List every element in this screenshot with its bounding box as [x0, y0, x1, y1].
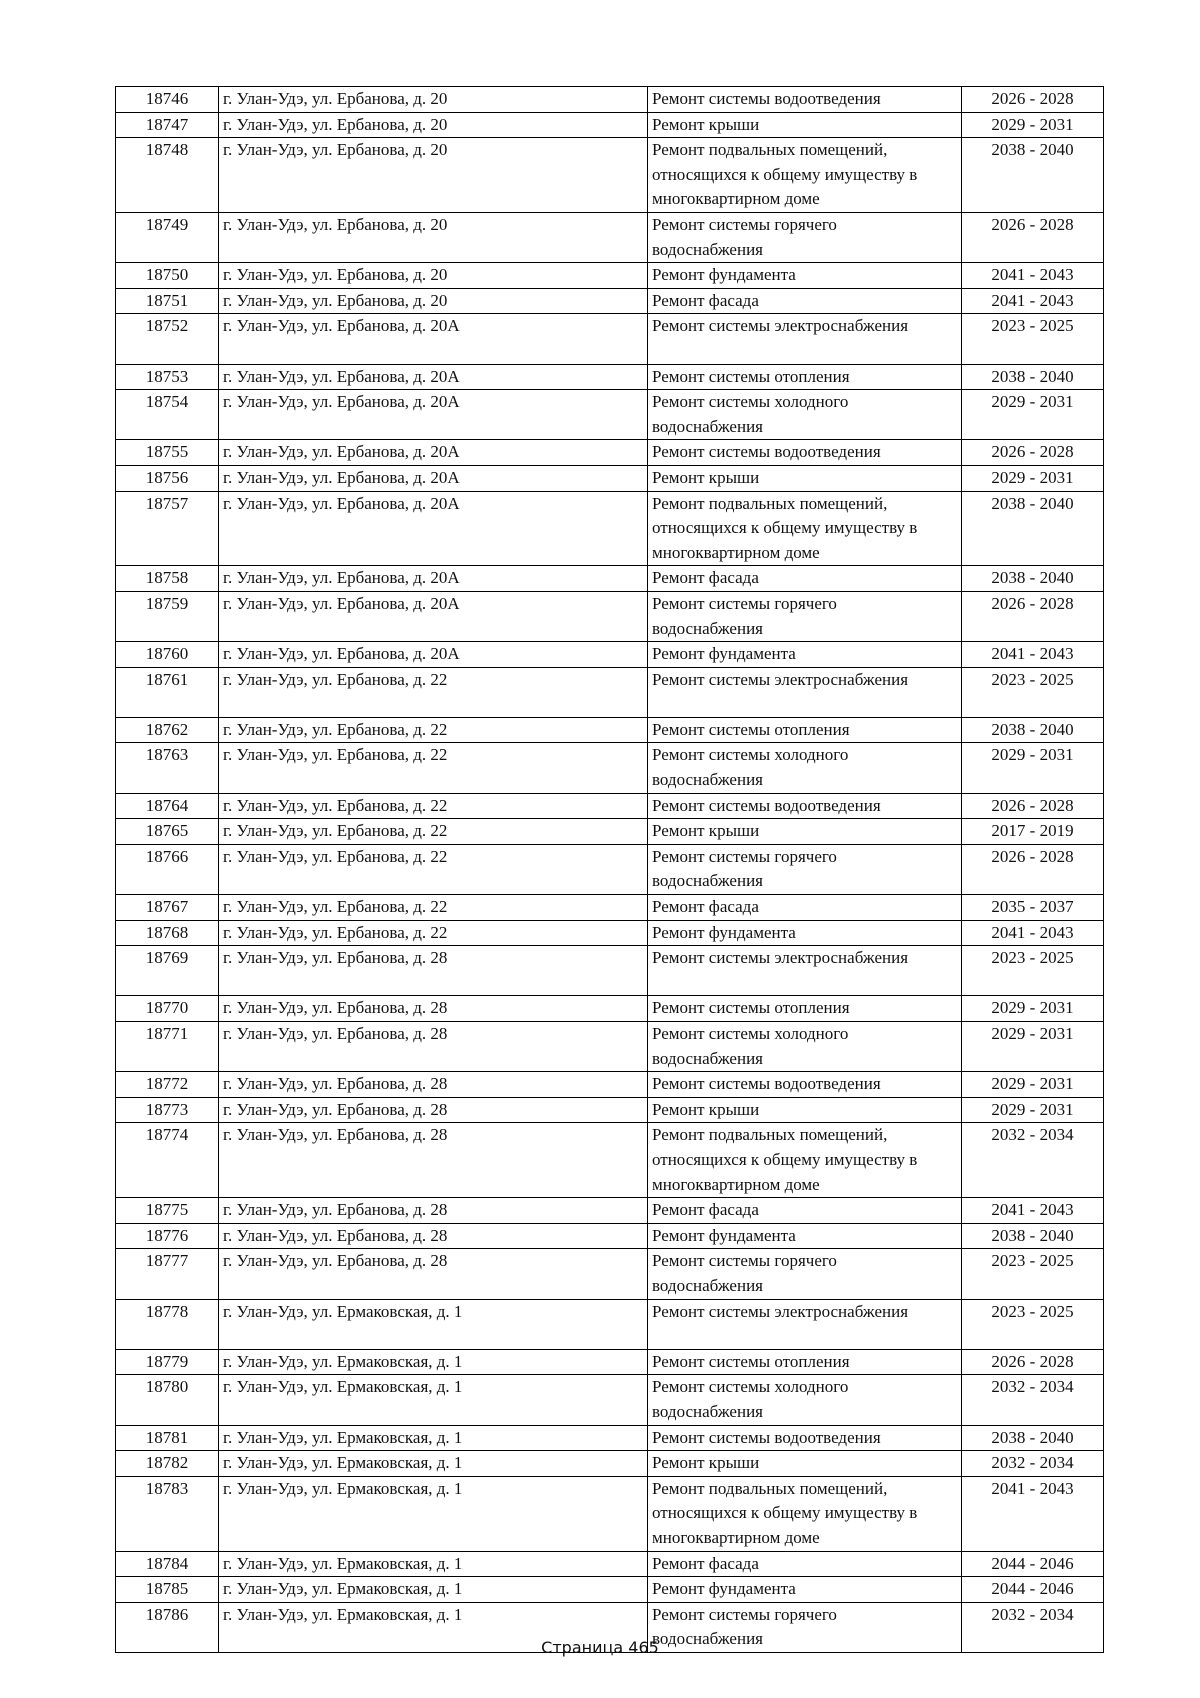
- period-cell: 2044 - 2046: [962, 1551, 1104, 1577]
- row-number-cell: 18760: [116, 642, 219, 668]
- table-row: [116, 844, 1104, 894]
- row-number-cell: 18767: [116, 895, 219, 921]
- address-cell: г. Улан-Удэ, ул. Ербанова, д. 20А: [219, 566, 648, 592]
- work-type-cell: Ремонт системы холодного водоснабжения: [648, 743, 962, 793]
- address-cell: г. Улан-Удэ, ул. Ербанова, д. 20: [219, 288, 648, 314]
- work-type-cell: Ремонт системы холодного водоснабжения: [648, 1022, 962, 1072]
- period-cell: 2029 - 2031: [962, 1022, 1104, 1072]
- address-cell: г. Улан-Удэ, ул. Ербанова, д. 20: [219, 263, 648, 289]
- table-row: [116, 642, 1104, 668]
- work-type-cell: Ремонт подвальных помещений, относящихся к общему имуществу в многоквартирном доме: [648, 138, 962, 213]
- period-cell: 2038 - 2040: [962, 1425, 1104, 1451]
- row-number-cell: 18782: [116, 1451, 219, 1477]
- work-type-cell: Ремонт системы водоотведения: [648, 1425, 962, 1451]
- row-number-cell: 18766: [116, 844, 219, 894]
- period-cell: 2023 - 2025: [962, 1249, 1104, 1299]
- table-row: [116, 667, 1104, 717]
- work-type-cell: Ремонт системы водоотведения: [648, 87, 962, 113]
- row-number-cell: 18747: [116, 112, 219, 138]
- period-cell: 2029 - 2031: [962, 996, 1104, 1022]
- period-cell: 2041 - 2043: [962, 920, 1104, 946]
- table-row: [116, 1425, 1104, 1451]
- table-row: [116, 1349, 1104, 1375]
- period-cell: 2026 - 2028: [962, 591, 1104, 641]
- address-cell: г. Улан-Удэ, ул. Ербанова, д. 28: [219, 1022, 648, 1072]
- table-row: [116, 946, 1104, 996]
- table-row: [116, 465, 1104, 491]
- work-type-cell: Ремонт подвальных помещений, относящихся к общему имуществу в многоквартирном доме: [648, 1123, 962, 1198]
- table-row: [116, 920, 1104, 946]
- period-cell: 2026 - 2028: [962, 440, 1104, 466]
- address-cell: г. Улан-Удэ, ул. Ербанова, д. 28: [219, 1072, 648, 1098]
- row-number-cell: 18774: [116, 1123, 219, 1198]
- period-cell: 2032 - 2034: [962, 1123, 1104, 1198]
- address-cell: г. Улан-Удэ, ул. Ербанова, д. 20А: [219, 642, 648, 668]
- row-number-cell: 18777: [116, 1249, 219, 1299]
- work-type-cell: Ремонт системы электроснабжения: [648, 1299, 962, 1349]
- table-row: [116, 1577, 1104, 1603]
- work-type-cell: Ремонт крыши: [648, 1097, 962, 1123]
- table-row: [116, 1299, 1104, 1349]
- address-cell: г. Улан-Удэ, ул. Ербанова, д. 20: [219, 212, 648, 262]
- address-cell: г. Улан-Удэ, ул. Ербанова, д. 20А: [219, 591, 648, 641]
- period-cell: 2029 - 2031: [962, 743, 1104, 793]
- table-row: [116, 1022, 1104, 1072]
- row-number-cell: 18754: [116, 390, 219, 440]
- work-type-cell: Ремонт системы горячего водоснабжения: [648, 1249, 962, 1299]
- address-cell: г. Улан-Удэ, ул. Ербанова, д. 22: [219, 743, 648, 793]
- address-cell: г. Улан-Удэ, ул. Ермаковская, д. 1: [219, 1602, 648, 1652]
- row-number-cell: 18783: [116, 1476, 219, 1551]
- address-cell: г. Улан-Удэ, ул. Ербанова, д. 20А: [219, 390, 648, 440]
- period-cell: 2038 - 2040: [962, 717, 1104, 743]
- address-cell: г. Улан-Удэ, ул. Ермаковская, д. 1: [219, 1451, 648, 1477]
- row-number-cell: 18770: [116, 996, 219, 1022]
- period-cell: 2032 - 2034: [962, 1375, 1104, 1425]
- address-cell: г. Улан-Удэ, ул. Ермаковская, д. 1: [219, 1349, 648, 1375]
- row-number-cell: 18762: [116, 717, 219, 743]
- address-cell: г. Улан-Удэ, ул. Ербанова, д. 22: [219, 667, 648, 717]
- address-cell: г. Улан-Удэ, ул. Ермаковская, д. 1: [219, 1425, 648, 1451]
- period-cell: 2026 - 2028: [962, 844, 1104, 894]
- period-cell: 2038 - 2040: [962, 364, 1104, 390]
- row-number-cell: 18769: [116, 946, 219, 996]
- work-type-cell: Ремонт фасада: [648, 1198, 962, 1224]
- address-cell: г. Улан-Удэ, ул. Ербанова, д. 22: [219, 895, 648, 921]
- work-type-cell: Ремонт фундамента: [648, 263, 962, 289]
- work-type-cell: Ремонт подвальных помещений, относящихся к общему имуществу в многоквартирном доме: [648, 491, 962, 566]
- work-type-cell: Ремонт системы горячего водоснабжения: [648, 844, 962, 894]
- table-row: [116, 1072, 1104, 1098]
- row-number-cell: 18775: [116, 1198, 219, 1224]
- address-cell: г. Улан-Удэ, ул. Ербанова, д. 22: [219, 844, 648, 894]
- row-number-cell: 18758: [116, 566, 219, 592]
- work-type-cell: Ремонт системы холодного водоснабжения: [648, 390, 962, 440]
- period-cell: 2029 - 2031: [962, 1097, 1104, 1123]
- address-cell: г. Улан-Удэ, ул. Ербанова, д. 20А: [219, 314, 648, 364]
- row-number-cell: 18768: [116, 920, 219, 946]
- period-cell: 2044 - 2046: [962, 1577, 1104, 1603]
- table-row: [116, 895, 1104, 921]
- row-number-cell: 18757: [116, 491, 219, 566]
- table-row: [116, 793, 1104, 819]
- table-body: [116, 87, 1104, 1653]
- address-cell: г. Улан-Удэ, ул. Ербанова, д. 20А: [219, 440, 648, 466]
- row-number-cell: 18746: [116, 87, 219, 113]
- row-number-cell: 18786: [116, 1602, 219, 1652]
- address-cell: г. Улан-Удэ, ул. Ербанова, д. 20: [219, 138, 648, 213]
- work-type-cell: Ремонт фасада: [648, 288, 962, 314]
- table-row: [116, 1451, 1104, 1477]
- table-row: [116, 1476, 1104, 1551]
- work-type-cell: Ремонт системы электроснабжения: [648, 667, 962, 717]
- row-number-cell: 18776: [116, 1223, 219, 1249]
- table-row: [116, 1375, 1104, 1425]
- address-cell: г. Улан-Удэ, ул. Ербанова, д. 22: [219, 920, 648, 946]
- address-cell: г. Улан-Удэ, ул. Ербанова, д. 28: [219, 1223, 648, 1249]
- row-number-cell: 18784: [116, 1551, 219, 1577]
- work-type-cell: Ремонт фасада: [648, 1551, 962, 1577]
- work-type-cell: Ремонт системы отопления: [648, 996, 962, 1022]
- row-number-cell: 18780: [116, 1375, 219, 1425]
- period-cell: 2038 - 2040: [962, 491, 1104, 566]
- table-row: [116, 1097, 1104, 1123]
- page-number: Страница 465: [541, 1638, 659, 1657]
- row-number-cell: 18753: [116, 364, 219, 390]
- period-cell: 2029 - 2031: [962, 112, 1104, 138]
- address-cell: г. Улан-Удэ, ул. Ербанова, д. 28: [219, 1123, 648, 1198]
- work-type-cell: Ремонт фундамента: [648, 642, 962, 668]
- address-cell: г. Улан-Удэ, ул. Ербанова, д. 22: [219, 793, 648, 819]
- row-number-cell: 18752: [116, 314, 219, 364]
- row-number-cell: 18749: [116, 212, 219, 262]
- row-number-cell: 18773: [116, 1097, 219, 1123]
- table-row: [116, 566, 1104, 592]
- address-cell: г. Улан-Удэ, ул. Ербанова, д. 28: [219, 996, 648, 1022]
- period-cell: 2041 - 2043: [962, 263, 1104, 289]
- address-cell: г. Улан-Удэ, ул. Ербанова, д. 20А: [219, 491, 648, 566]
- work-type-cell: Ремонт системы горячего водоснабжения: [648, 1602, 962, 1652]
- period-cell: 2032 - 2034: [962, 1451, 1104, 1477]
- row-number-cell: 18761: [116, 667, 219, 717]
- row-number-cell: 18785: [116, 1577, 219, 1603]
- table-row: [116, 1551, 1104, 1577]
- work-type-cell: Ремонт системы водоотведения: [648, 793, 962, 819]
- address-cell: г. Улан-Удэ, ул. Ербанова, д. 28: [219, 1097, 648, 1123]
- work-type-cell: Ремонт крыши: [648, 819, 962, 845]
- row-number-cell: 18765: [116, 819, 219, 845]
- table-row: [116, 1223, 1104, 1249]
- period-cell: 2029 - 2031: [962, 390, 1104, 440]
- period-cell: 2038 - 2040: [962, 566, 1104, 592]
- table-row: [116, 138, 1104, 213]
- work-type-cell: Ремонт фасада: [648, 566, 962, 592]
- work-type-cell: Ремонт крыши: [648, 465, 962, 491]
- period-cell: 2026 - 2028: [962, 793, 1104, 819]
- period-cell: 2023 - 2025: [962, 314, 1104, 364]
- work-type-cell: Ремонт подвальных помещений, относящихся к общему имуществу в многоквартирном доме: [648, 1476, 962, 1551]
- row-number-cell: 18763: [116, 743, 219, 793]
- table-row: [116, 212, 1104, 262]
- row-number-cell: 18748: [116, 138, 219, 213]
- table-row: [116, 996, 1104, 1022]
- table-row: [116, 314, 1104, 364]
- period-cell: 2041 - 2043: [962, 288, 1104, 314]
- work-type-cell: Ремонт фундамента: [648, 1223, 962, 1249]
- row-number-cell: 18756: [116, 465, 219, 491]
- period-cell: 2029 - 2031: [962, 465, 1104, 491]
- period-cell: 2038 - 2040: [962, 138, 1104, 213]
- row-number-cell: 18779: [116, 1349, 219, 1375]
- period-cell: 2041 - 2043: [962, 642, 1104, 668]
- work-type-cell: Ремонт системы горячего водоснабжения: [648, 591, 962, 641]
- period-cell: 2023 - 2025: [962, 667, 1104, 717]
- row-number-cell: 18764: [116, 793, 219, 819]
- work-type-cell: Ремонт фасада: [648, 895, 962, 921]
- address-cell: г. Улан-Удэ, ул. Ербанова, д. 22: [219, 717, 648, 743]
- table-row: [116, 1123, 1104, 1198]
- address-cell: г. Улан-Удэ, ул. Ербанова, д. 20А: [219, 465, 648, 491]
- period-cell: 2032 - 2034: [962, 1602, 1104, 1652]
- work-type-cell: Ремонт системы водоотведения: [648, 440, 962, 466]
- table-row: [116, 717, 1104, 743]
- work-type-cell: Ремонт системы электроснабжения: [648, 946, 962, 996]
- table-row: [116, 819, 1104, 845]
- table-row: [116, 591, 1104, 641]
- table-row: [116, 87, 1104, 113]
- work-type-cell: Ремонт системы отопления: [648, 364, 962, 390]
- table-row: [116, 491, 1104, 566]
- table-row: [116, 1249, 1104, 1299]
- period-cell: 2041 - 2043: [962, 1198, 1104, 1224]
- period-cell: 2038 - 2040: [962, 1223, 1104, 1249]
- table-row: [116, 390, 1104, 440]
- work-type-cell: Ремонт системы отопления: [648, 717, 962, 743]
- row-number-cell: 18750: [116, 263, 219, 289]
- period-cell: 2035 - 2037: [962, 895, 1104, 921]
- work-type-cell: Ремонт крыши: [648, 1451, 962, 1477]
- address-cell: г. Улан-Удэ, ул. Ербанова, д. 28: [219, 1249, 648, 1299]
- row-number-cell: 18781: [116, 1425, 219, 1451]
- address-cell: г. Улан-Удэ, ул. Ермаковская, д. 1: [219, 1577, 648, 1603]
- period-cell: 2023 - 2025: [962, 1299, 1104, 1349]
- table-row: [116, 440, 1104, 466]
- work-type-cell: Ремонт крыши: [648, 112, 962, 138]
- address-cell: г. Улан-Удэ, ул. Ербанова, д. 20А: [219, 364, 648, 390]
- row-number-cell: 18755: [116, 440, 219, 466]
- work-type-cell: Ремонт системы электроснабжения: [648, 314, 962, 364]
- period-cell: 2026 - 2028: [962, 212, 1104, 262]
- table-row: [116, 112, 1104, 138]
- address-cell: г. Улан-Удэ, ул. Ермаковская, д. 1: [219, 1551, 648, 1577]
- period-cell: 2023 - 2025: [962, 946, 1104, 996]
- work-type-cell: Ремонт системы отопления: [648, 1349, 962, 1375]
- period-cell: 2026 - 2028: [962, 87, 1104, 113]
- table-row: [116, 1198, 1104, 1224]
- period-cell: 2017 - 2019: [962, 819, 1104, 845]
- work-type-cell: Ремонт фундамента: [648, 1577, 962, 1603]
- address-cell: г. Улан-Удэ, ул. Ербанова, д. 20: [219, 87, 648, 113]
- address-cell: г. Улан-Удэ, ул. Ербанова, д. 22: [219, 819, 648, 845]
- table-row: [116, 263, 1104, 289]
- row-number-cell: 18771: [116, 1022, 219, 1072]
- address-cell: г. Улан-Удэ, ул. Ербанова, д. 28: [219, 1198, 648, 1224]
- row-number-cell: 18778: [116, 1299, 219, 1349]
- row-number-cell: 18751: [116, 288, 219, 314]
- table-row: [116, 364, 1104, 390]
- row-number-cell: 18772: [116, 1072, 219, 1098]
- address-cell: г. Улан-Удэ, ул. Ермаковская, д. 1: [219, 1299, 648, 1349]
- repair-schedule-table: [115, 86, 1104, 1653]
- work-type-cell: Ремонт системы горячего водоснабжения: [648, 212, 962, 262]
- period-cell: 2029 - 2031: [962, 1072, 1104, 1098]
- work-type-cell: Ремонт системы водоотведения: [648, 1072, 962, 1098]
- work-type-cell: Ремонт фундамента: [648, 920, 962, 946]
- table-row: [116, 288, 1104, 314]
- work-type-cell: Ремонт системы холодного водоснабжения: [648, 1375, 962, 1425]
- address-cell: г. Улан-Удэ, ул. Ербанова, д. 28: [219, 946, 648, 996]
- address-cell: г. Улан-Удэ, ул. Ербанова, д. 20: [219, 112, 648, 138]
- row-number-cell: 18759: [116, 591, 219, 641]
- period-cell: 2041 - 2043: [962, 1476, 1104, 1551]
- table-row: [116, 743, 1104, 793]
- period-cell: 2026 - 2028: [962, 1349, 1104, 1375]
- address-cell: г. Улан-Удэ, ул. Ермаковская, д. 1: [219, 1476, 648, 1551]
- address-cell: г. Улан-Удэ, ул. Ермаковская, д. 1: [219, 1375, 648, 1425]
